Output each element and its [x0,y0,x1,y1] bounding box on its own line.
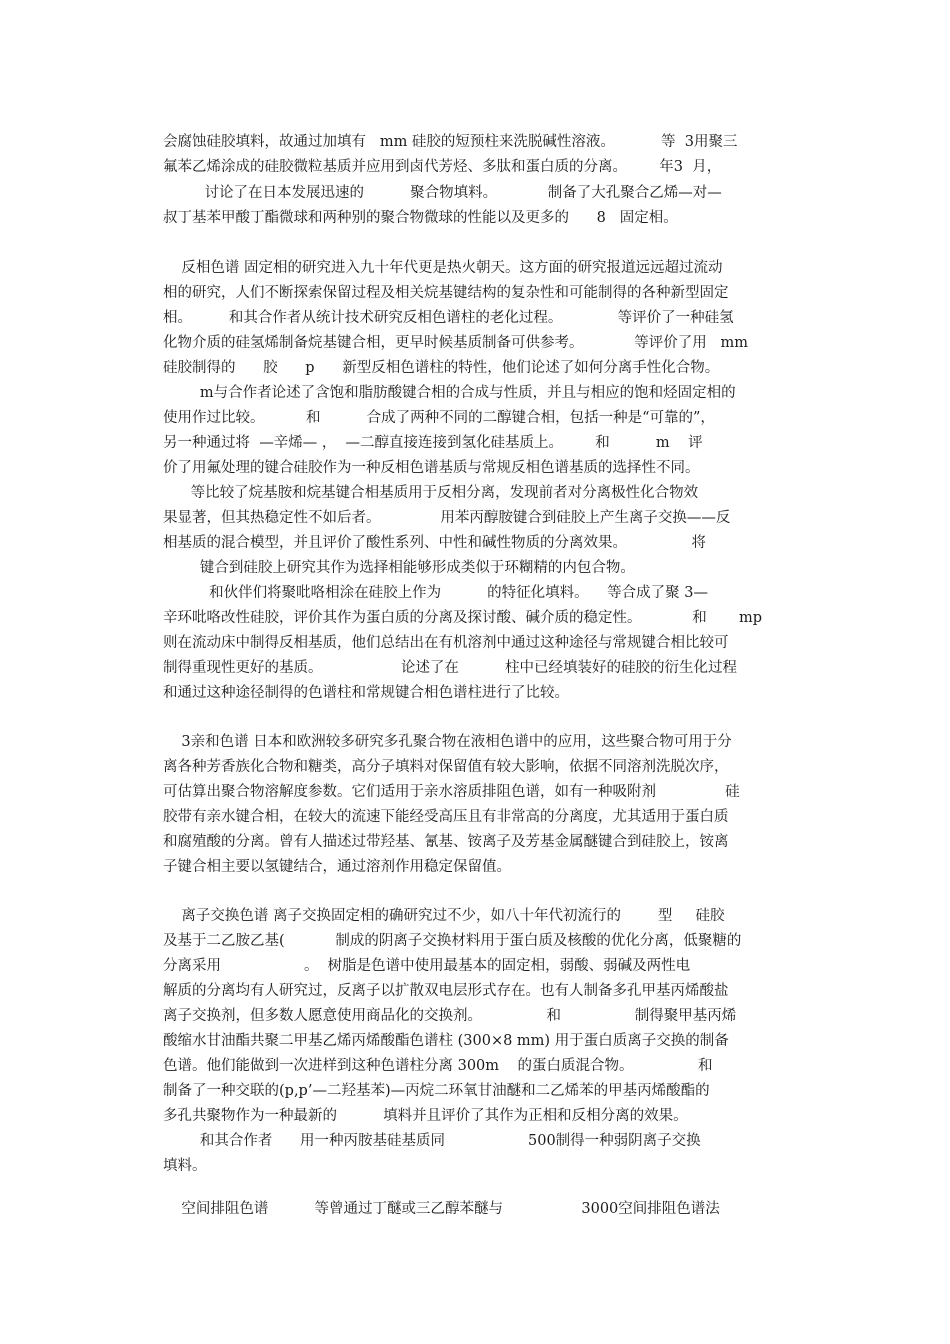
text-line: 和通过这种途径制得的色谱柱和常规键合相色谱柱进行了比较。 [163,685,569,701]
text-line: 叔丁基苯甲酸丁酯微球和两种别的聚合物微球的性能以及更多的 8 固定相。 [163,210,678,226]
text-line: 和腐殖酸的分离。曾有人描述过带羟基、氰基、铵离子及芳基金属醚键合到硅胶上，铵离 [163,834,729,850]
text-line: 则在流动床中制得反相基质，他们总结出在有机溶剂中通过这种途径与常规键合相比较可 [163,635,729,651]
text-line: 和伙伴们将聚吡咯相涂在硅胶上作为 的特征化填料。 等合成了聚 3— [163,585,708,601]
text-line: 酸缩水甘油酯共聚二甲基乙烯丙烯酸酯色谱柱 (300×8 mm) 用于蛋白质离子交换的制备 [163,1033,729,1049]
text-line: 价了用氟处理的键合硅胶作为一种反相色谱基质与常规反相色谱基质的选择性不同。 [163,460,700,476]
text-line: 使用作过比较。 和 合成了两种不同的二醇键合相，包括一种是“可靠的”， [163,410,715,426]
text-line: 相基质的混合模型，并且评价了酸性系列、中性和碱性物质的分离效果。 将 [163,535,707,551]
text-line: 色谱。他们能做到一次进样到这种色谱柱分离 300m 的蛋白质混合物。 和 [163,1058,713,1074]
text-line: 离各种芳香族化合物和糖类，高分子填料对保留值有较大影响，依据不同溶剂洗脱次序， [163,759,729,775]
text-line: 离子交换剂，但多数人愿意使用商品化的交换剂。 和 制得聚甲基丙烯 [163,1008,737,1024]
text-line: 另一种通过将 —辛烯— ， —二醇直接连接到氢化硅基质上。 和 m 评 [163,435,703,451]
text-line: 氟苯乙烯涂成的硅胶微粒基质并应用到卤代芳烃、多肽和蛋白质的分离。 年3 月， [163,159,722,175]
text-line: 相。 和其合作者从统计技术研究反相色谱柱的老化过程。 等评价了一种硅氢 [163,310,734,326]
text-line: 果显著，但其热稳定性不如后者。 用苯丙醇胺键合到硅胶上产生离子交换——反 [163,510,731,526]
section-heading-line: 3亲和色谱 日本和欧洲较多研究多孔聚合物在液相色谱中的应用，这些聚合物可用于分 [163,734,732,750]
text-line: 制得重现性更好的基质。 论述了在 柱中已经填装好的硅胶的衍生化过程 [163,660,737,676]
text-line: 和其合作者 用一种丙胺基硅基质同 500制得一种弱阴离子交换 [163,1133,701,1149]
text-line: 制备了一种交联的(p,p’—二羟基苯)—丙烷二环氧甘油醚和二乙烯苯的甲基丙烯酸酯的 [163,1083,710,1099]
text-line: 辛环吡咯改性硅胶，评价其作为蛋白质的分离及探讨酸、碱介质的稳定性。 和 mp [163,610,762,626]
text-line: 解质的分离均有人研究过，反离子以扩散双电层形式存在。也有人制备多孔甲基丙烯酸盐 [163,983,729,999]
section-heading-line: 反相色谱 固定相的研究进入九十年代更是热火朝天。这方面的研究报道远远超过流动 [163,260,723,276]
text-line: 键合到硅胶上研究其作为选择相能够形成类似于环糊精的内包合物。 [163,560,635,576]
text-line: 胶带有亲水键合相，在较大的流速下能经受高压且有非常高的分离度，尤其适用于蛋白质 [163,809,729,825]
text-line: 填料。 [163,1158,207,1174]
section-heading-line: 离子交换色谱 离子交换固定相的确研究过不少，如八十年代初流行的 型 硅胶 [163,908,725,924]
text-line: 分离采用 。 树脂是色谱中使用最基本的固定相，弱酸、弱碱及两性电 [163,958,691,974]
text-line: 及基于二乙胺乙基( 制成的阴离子交换材料用于蛋白质及核酸的优化分离，低聚糖的 [163,933,742,949]
text-line: 相的研究，人们不断探索保留过程及相关烷基键结构的复杂性和可能制得的各种新型固定 [163,285,729,301]
text-line: 化物介质的硅氢烯制备烷基键合相，更早时候基质制备可供参考。 等评价了用 mm [163,335,749,351]
text-line: 多孔共聚物作为一种最新的 填料并且评价了其作为正相和反相分离的效果。 [163,1108,688,1124]
text-line: 可估算出聚合物溶解度参数。它们适用于亲水溶质排阻色谱，如有一种吸附剂 硅 [163,784,740,800]
section-heading-line: 空间排阻色谱 等曾通过丁醚或三乙醇苯醚与 3000空间排阻色谱法 [163,1201,720,1217]
text-line: 会腐蚀硅胶填料，故通过加填有 mm 硅胶的短预柱来洗脱碱性溶液。 等 3用聚三 [163,134,738,150]
text-line: 子键合相主要以氢键结合，通过溶剂作用稳定保留值。 [163,859,511,875]
text-line: 硅胶制得的 胶 p 新型反相色谱柱的特性，他们论述了如何分离手性化合物。 [163,360,720,376]
text-line: 讨论了在日本发展迅速的 聚合物填料。 制备了大孔聚合乙烯—对— [163,185,722,201]
text-line: m与合作者论述了含饱和脂肪酸键合相的合成与性质，并且与相应的饱和烃固定相的 [163,385,736,401]
text-line: 等比较了烷基胺和烷基键合相基质用于反相分离，发现前者对分离极性化合物效 [163,485,699,501]
